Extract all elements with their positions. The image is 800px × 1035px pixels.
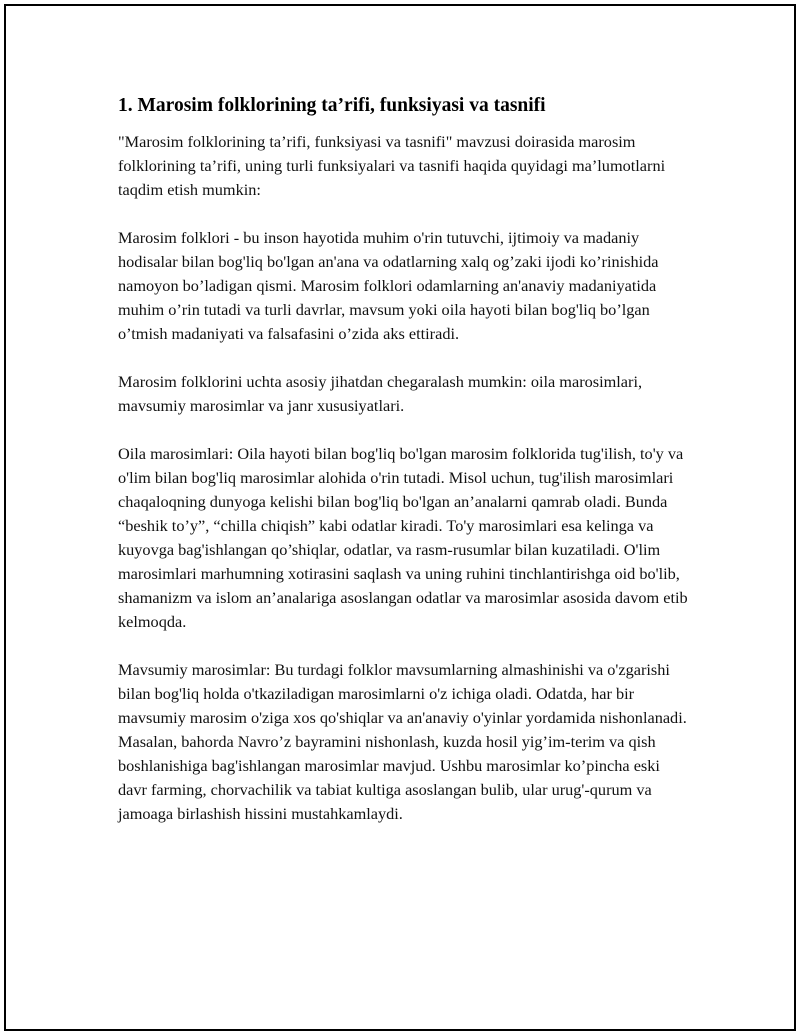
seasonal-rituals-paragraph: Mavsumiy marosimlar: Bu turdagi folklor mavsumlarning almashinishi va o'zgarishi bilan bog'liq holda o'tkaziladigan marosimlarni o'z ichiga oladi. Odatda, har bir mavsumiy marosim o'ziga xos qo'shiqlar va an'anaviy o'yinlar yordamida nishonlanadi. Masalan, bahorda Navro’z bayramini nishonlash, kuzda hosil yig’im-terim va qish boshlanishiga bag'ishlangan marosimlar mavjud. Ushbu marosimlar ko’pincha eski davr farming, chorvachilik va tabiat kultiga asoslangan bulib, ular urug'-qurum va jamoaga birlashish hissini mustahkamlaydi.: [118, 660, 687, 823]
document-body: [118, 94, 688, 850]
section-heading: 1. Marosim folklorining ta’rifi, funksiyasi va tasnifi: [118, 95, 546, 116]
family-rituals-paragraph: Oila marosimlari: Oila hayoti bilan bog'liq bo'lgan marosim folklorida tug'ilish, to'y va o'lim bilan bog'liq marosimlar alohida o'rin tutadi. Misol uchun, tug'ilish marosimlari chaqaloqning dunyoga kelishi bilan bog'liq bo'lgan an’analarni qamrab oladi. Bunda “beshik to’y”, “chilla chiqish” kabi odatlar kiradi. To'y marosimlari esa kelinga va kuyovga bag'ishlangan qo’shiqlar, odatlar, va rasm-rusumlar bilan kuzatiladi. O'lim marosimlari marhumning xotirasini saqlash va uning ruhini tinchlantirishga oid bo'lib, shamanizm va islom an’analariga asoslangan odatlar va marosimlar asosida davom etib kelmoqda.: [118, 444, 688, 631]
intro-paragraph: "Marosim folklorining ta’rifi, funksiyasi va tasnifi" mavzusi doirasida marosim folklorining ta’rifi, uning turli funksiyalari va tasnifi haqida quyidagi ma’lumotlarni taqdim etish mumkin:: [118, 132, 666, 199]
classification-paragraph: Marosim folklorini uchta asosiy jihatdan chegaralash mumkin: oila marosimlari, mavsumiy marosimlar va janr xususiyatlari.: [118, 372, 643, 415]
definition-paragraph: Marosim folklori - bu inson hayotida muhim o'rin tutuvchi, ijtimoiy va madaniy hodisalar bilan bog'liq bo'lgan an'ana va odatlarning xalq og’zaki ijodi ko’rinishida namoyon bo’ladigan qismi. Marosim folklori odamlarning an'anaviy madaniyatida muhim o’rin tutadi va turli davrlar, mavsum yoki oila hayoti bilan bog'liq bo’lgan o’tmish madaniyati va falsafasini o’zida aks ettiradi.: [118, 228, 659, 343]
